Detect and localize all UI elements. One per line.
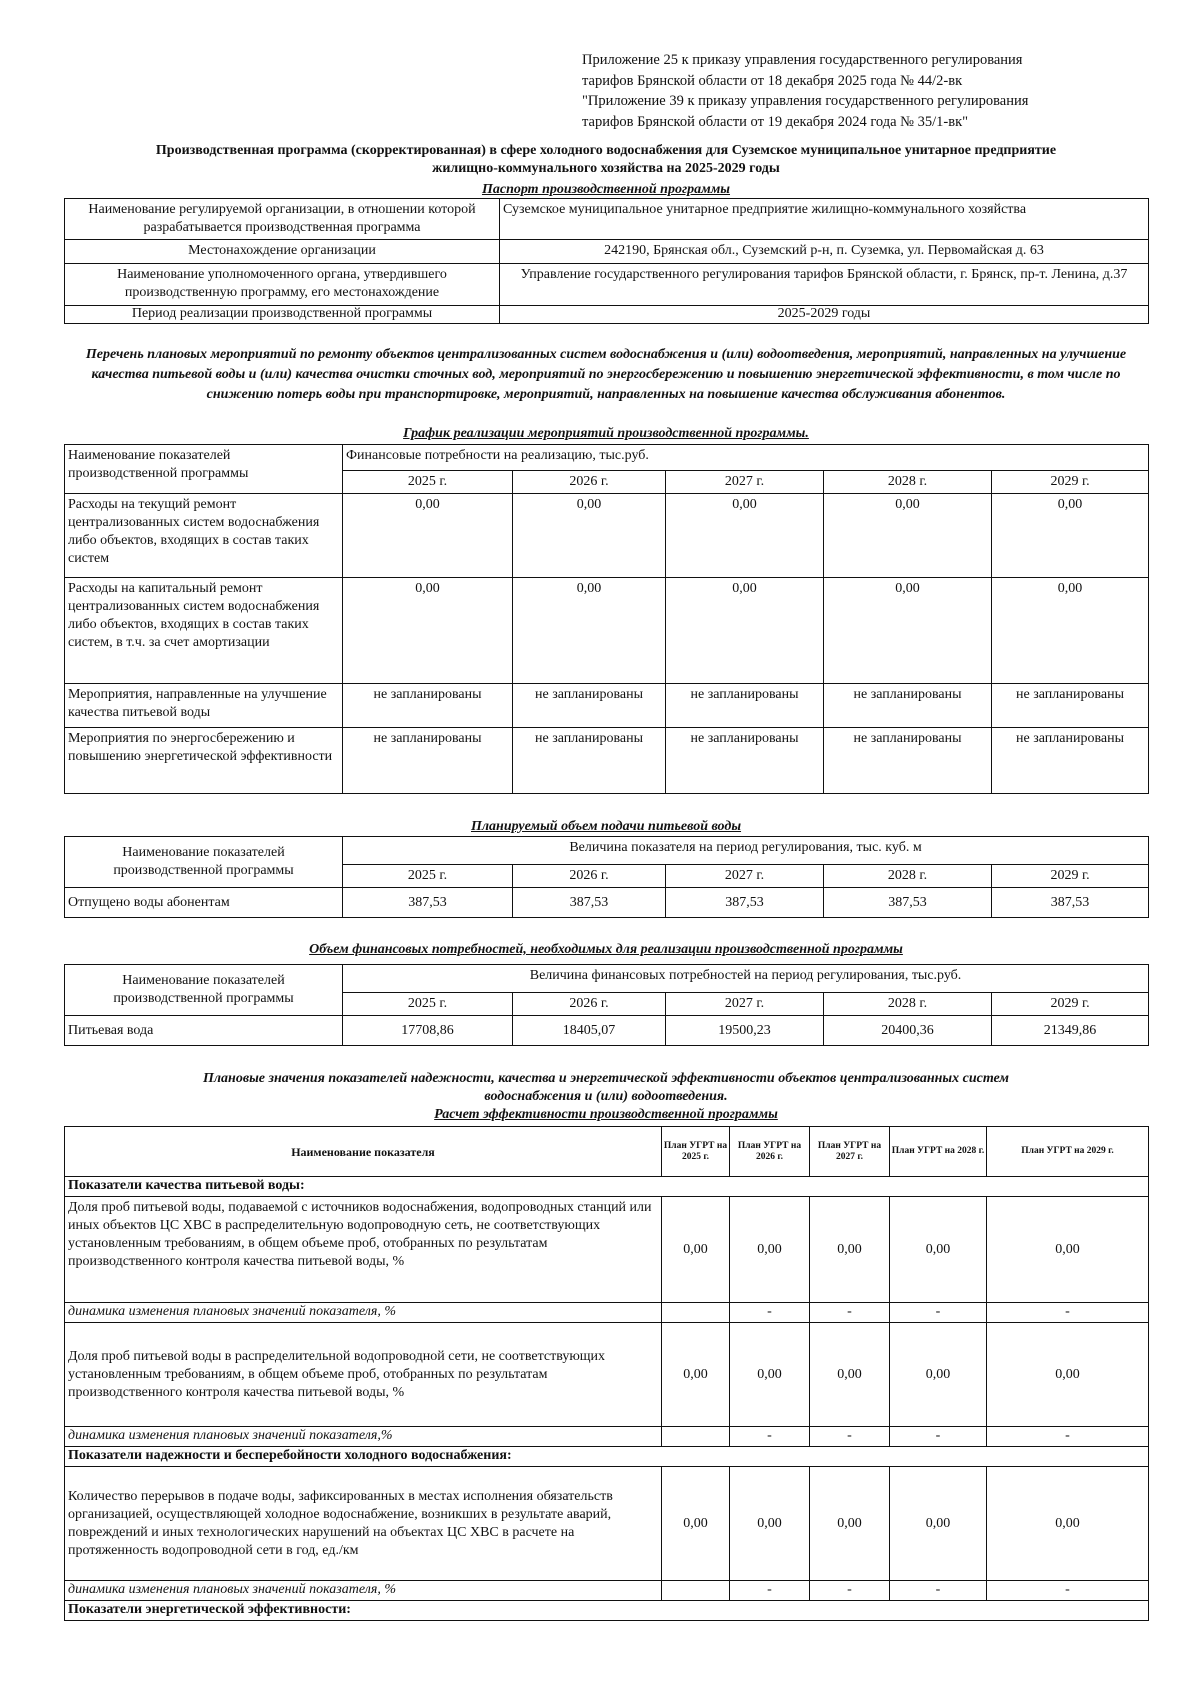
header-line: "Приложение 39 к приказу управления государственного регулирования <box>582 93 1029 109</box>
volume-caption: Планируемый объем подачи питьевой воды <box>470 819 742 834</box>
header-line: Приложение 25 к приказу управления государственного регулирования <box>582 52 1023 68</box>
indicator-row <box>65 1197 1149 1303</box>
indicators-table <box>64 1126 1149 1621</box>
finance-value: 18405,07 <box>513 1016 666 1046</box>
indicator-value: 0,00 <box>890 1467 987 1581</box>
measures-row <box>65 728 1149 794</box>
measure-value: 0,00 <box>343 494 513 578</box>
dynamics-value: - <box>730 1303 810 1323</box>
volume-value: 387,53 <box>513 888 666 918</box>
section-quality: Показатели качества питьевой воды: <box>65 1177 1149 1197</box>
indicator-value: 0,00 <box>730 1323 810 1427</box>
plan-header: План УГРТ на 2025 г. <box>662 1127 730 1177</box>
indicator-value: 0,00 <box>662 1197 730 1303</box>
indicator-value: 0,00 <box>810 1467 890 1581</box>
passport-value: Суземское муниципальное унитарное предприятие жилищно-коммунального хозяйства <box>500 199 1149 240</box>
measure-value: 0,00 <box>666 494 824 578</box>
measures-intro: Перечень плановых мероприятий по ремонту объектов централизованных систем водоснабжения и (или) водоотведения, мероприятий, направленных на улучшение качества питьевой воды и (или) качества очистки сточных вод, мероприятий по энергосбережению и повышению энергетической эффективности, в том числе по снижению потерь воды при транспортировке, мероприятий, направленных на повышение качества обслуживания абонентов. <box>85 347 1127 402</box>
appendix-header <box>582 50 1142 132</box>
measures-row <box>65 494 1149 578</box>
finance-value-header: Величина финансовых потребностей на период регулирования, тыс.руб. <box>343 965 1149 993</box>
year-header: 2028 г. <box>824 993 992 1016</box>
passport-table <box>64 198 1149 324</box>
measure-value: 0,00 <box>513 494 666 578</box>
finance-row-name: Питьевая вода <box>65 1016 343 1046</box>
measure-value: не запланированы <box>343 684 513 728</box>
dynamics-value: - <box>810 1303 890 1323</box>
dynamics-row <box>65 1581 1149 1601</box>
section-reliability: Показатели надежности и бесперебойности холодного водоснабжения: <box>65 1447 1149 1467</box>
measure-value: не запланированы <box>343 728 513 794</box>
passport-row <box>65 306 1149 324</box>
indicator-name: Доля проб питьевой воды, подаваемой с источников водоснабжения, водопроводных станций или иных объектов ЦС ХВС в распределительную водопроводную сеть, не соответствующих установленным требованиям, в общем объеме проб, отобранных по результатам производственного контроля качества питьевой воды, % <box>65 1197 662 1303</box>
volume-value: 387,53 <box>666 888 824 918</box>
indicator-value: 0,00 <box>890 1197 987 1303</box>
indicator-value: 0,00 <box>662 1467 730 1581</box>
finance-value: 17708,86 <box>343 1016 513 1046</box>
indicator-name: Количество перерывов в подаче воды, зафиксированных в местах исполнения обязательств организацией, осуществляющей холодное водоснабжение, возникших в результате аварий, повреждений и иных технологических нарушений на объектах ЦС ХВС в расчете на протяженность водопроводной сети в год, ед./км <box>65 1467 662 1581</box>
dynamics-value: - <box>730 1427 810 1447</box>
indicator-name-header: Наименование показателя <box>65 1127 662 1177</box>
year-header: 2029 г. <box>992 865 1149 888</box>
indicator-value: 0,00 <box>662 1323 730 1427</box>
measure-value: 0,00 <box>666 578 824 684</box>
indicator-value: 0,00 <box>987 1467 1149 1581</box>
year-header: 2028 г. <box>824 865 992 888</box>
indicator-value: 0,00 <box>730 1467 810 1581</box>
passport-label: Наименование регулируемой организации, в отношении которой разрабатывается производственная программа <box>65 199 500 240</box>
passport-label: Период реализации производственной программы <box>65 306 500 324</box>
indicator-row <box>65 1323 1149 1427</box>
measures-table <box>64 444 1149 794</box>
dynamics-row <box>65 1303 1149 1323</box>
plan-header: План УГРТ на 2026 г. <box>730 1127 810 1177</box>
indicator-row <box>65 1467 1149 1581</box>
dynamics-value: - <box>890 1303 987 1323</box>
dynamics-value: - <box>987 1427 1149 1447</box>
measure-value: не запланированы <box>992 684 1149 728</box>
passport-value: Управление государственного регулирования тарифов Брянской области, г. Брянск, пр-т. Ленина, д.37 <box>500 264 1149 306</box>
dynamics-value <box>662 1303 730 1323</box>
plan-header: План УГРТ на 2028 г. <box>890 1127 987 1177</box>
indicator-value: 0,00 <box>890 1323 987 1427</box>
measure-name: Расходы на текущий ремонт централизованных систем водоснабжения либо объектов, входящих в состав таких систем <box>65 494 343 578</box>
dynamics-label: динамика изменения плановых значений показателя, % <box>65 1303 662 1323</box>
dynamics-value: - <box>730 1581 810 1601</box>
volume-value: 387,53 <box>992 888 1149 918</box>
year-header: 2025 г. <box>343 865 513 888</box>
measure-name: Мероприятия, направленные на улучшение качества питьевой воды <box>65 684 343 728</box>
finance-name-header: Наименование показателей производственной программы <box>65 965 343 1016</box>
passport-row <box>65 240 1149 264</box>
passport-label: Наименование уполномоченного органа, утвердившего производственную программу, его местонахождение <box>65 264 500 306</box>
indicators-caption-2: водоснабжения и (или) водоотведения. <box>484 1089 728 1104</box>
dynamics-value: - <box>890 1581 987 1601</box>
passport-row <box>65 199 1149 240</box>
document-title <box>62 142 1150 178</box>
measures-fin-header: Финансовые потребности на реализацию, тыс.руб. <box>343 445 1149 471</box>
volume-table <box>64 836 1149 918</box>
dynamics-label: динамика изменения плановых значений показателя, % <box>65 1581 662 1601</box>
dynamics-row <box>65 1427 1149 1447</box>
dynamics-value: - <box>987 1581 1149 1601</box>
measure-value: не запланированы <box>513 684 666 728</box>
finance-row <box>65 1016 1149 1046</box>
measure-value: 0,00 <box>992 494 1149 578</box>
indicator-value: 0,00 <box>987 1323 1149 1427</box>
passport-caption: Паспорт производственной программы <box>481 182 731 197</box>
dynamics-value: - <box>987 1303 1149 1323</box>
header-line: тарифов Брянской области от 19 декабря 2024 года № 35/1-вк" <box>582 113 969 130</box>
title-line-1: Производственная программа (скорректированная) в сфере холодного водоснабжения для Суземское муниципальное унитарное предприятие <box>155 143 1057 158</box>
year-header: 2027 г. <box>666 471 824 494</box>
indicator-value: 0,00 <box>730 1197 810 1303</box>
finance-value: 19500,23 <box>666 1016 824 1046</box>
indicator-value: 0,00 <box>810 1197 890 1303</box>
measure-value: 0,00 <box>992 578 1149 684</box>
indicators-caption-1: Плановые значения показателей надежности, качества и энергетической эффективности объектов централизованных систем <box>202 1071 1010 1086</box>
measure-value: не запланированы <box>666 728 824 794</box>
volume-value: 387,53 <box>343 888 513 918</box>
indicator-value: 0,00 <box>810 1323 890 1427</box>
measure-value: не запланированы <box>666 684 824 728</box>
finance-table <box>64 964 1149 1046</box>
finance-caption: Объем финансовых потребностей, необходимых для реализации производственной программы <box>309 942 903 957</box>
measures-caption: График реализации мероприятий производственной программы. <box>403 426 809 441</box>
measure-value: не запланированы <box>824 684 992 728</box>
year-header: 2029 г. <box>992 471 1149 494</box>
passport-value: 242190, Брянская обл., Суземский р-н, п. Суземка, ул. Первомайская д. 63 <box>500 240 1149 264</box>
dynamics-value: - <box>810 1427 890 1447</box>
measure-name: Мероприятия по энергосбережению и повышению энергетической эффективности <box>65 728 343 794</box>
finance-value: 20400,36 <box>824 1016 992 1046</box>
measure-name: Расходы на капитальный ремонт централизованных систем водоснабжения либо объектов, входящих в состав таких систем, в т.ч. за счет амортизации <box>65 578 343 684</box>
measures-name-header: Наименование показателей производственной программы <box>65 445 343 494</box>
dynamics-value <box>662 1427 730 1447</box>
measures-row <box>65 684 1149 728</box>
title-line-2: жилищно-коммунального хозяйства на 2025-2029 годы <box>432 161 780 176</box>
year-header: 2028 г. <box>824 471 992 494</box>
indicators-caption-3: Расчет эффективности производственной программы <box>434 1107 778 1122</box>
dynamics-value: - <box>890 1427 987 1447</box>
year-header: 2026 г. <box>513 471 666 494</box>
passport-row <box>65 264 1149 306</box>
year-header: 2025 г. <box>343 471 513 494</box>
passport-label: Местонахождение организации <box>65 240 500 264</box>
volume-row-name: Отпущено воды абонентам <box>65 888 343 918</box>
measure-value: не запланированы <box>513 728 666 794</box>
volume-value-header: Величина показателя на период регулирования, тыс. куб. м <box>343 837 1149 865</box>
dynamics-value <box>662 1581 730 1601</box>
year-header: 2026 г. <box>513 993 666 1016</box>
section-energy: Показатели энергетической эффективности: <box>65 1601 1149 1621</box>
year-header: 2025 г. <box>343 993 513 1016</box>
measures-row <box>65 578 1149 684</box>
measure-value: не запланированы <box>824 728 992 794</box>
year-header: 2027 г. <box>666 993 824 1016</box>
plan-header: План УГРТ на 2029 г. <box>987 1127 1149 1177</box>
indicator-name: Доля проб питьевой воды в распределительной водопроводной сети, не соответствующих установленным требованиям, в общем объеме проб, отобранных по результатам производственного контроля качества питьевой воды, % <box>65 1323 662 1427</box>
measure-value: 0,00 <box>343 578 513 684</box>
measure-value: 0,00 <box>513 578 666 684</box>
volume-row <box>65 888 1149 918</box>
plan-header: План УГРТ на 2027 г. <box>810 1127 890 1177</box>
dynamics-value: - <box>810 1581 890 1601</box>
measure-value: не запланированы <box>992 728 1149 794</box>
year-header: 2026 г. <box>513 865 666 888</box>
dynamics-label: динамика изменения плановых значений показателя,% <box>65 1427 662 1447</box>
year-header: 2027 г. <box>666 865 824 888</box>
header-line: тарифов Брянской области от 18 декабря 2025 года № 44/2-вк <box>582 72 963 89</box>
measure-value: 0,00 <box>824 494 992 578</box>
indicator-value: 0,00 <box>987 1197 1149 1303</box>
volume-value: 387,53 <box>824 888 992 918</box>
measure-value: 0,00 <box>824 578 992 684</box>
year-header: 2029 г. <box>992 993 1149 1016</box>
finance-value: 21349,86 <box>992 1016 1149 1046</box>
passport-value: 2025-2029 годы <box>500 306 1149 324</box>
volume-name-header: Наименование показателей производственной программы <box>65 837 343 888</box>
